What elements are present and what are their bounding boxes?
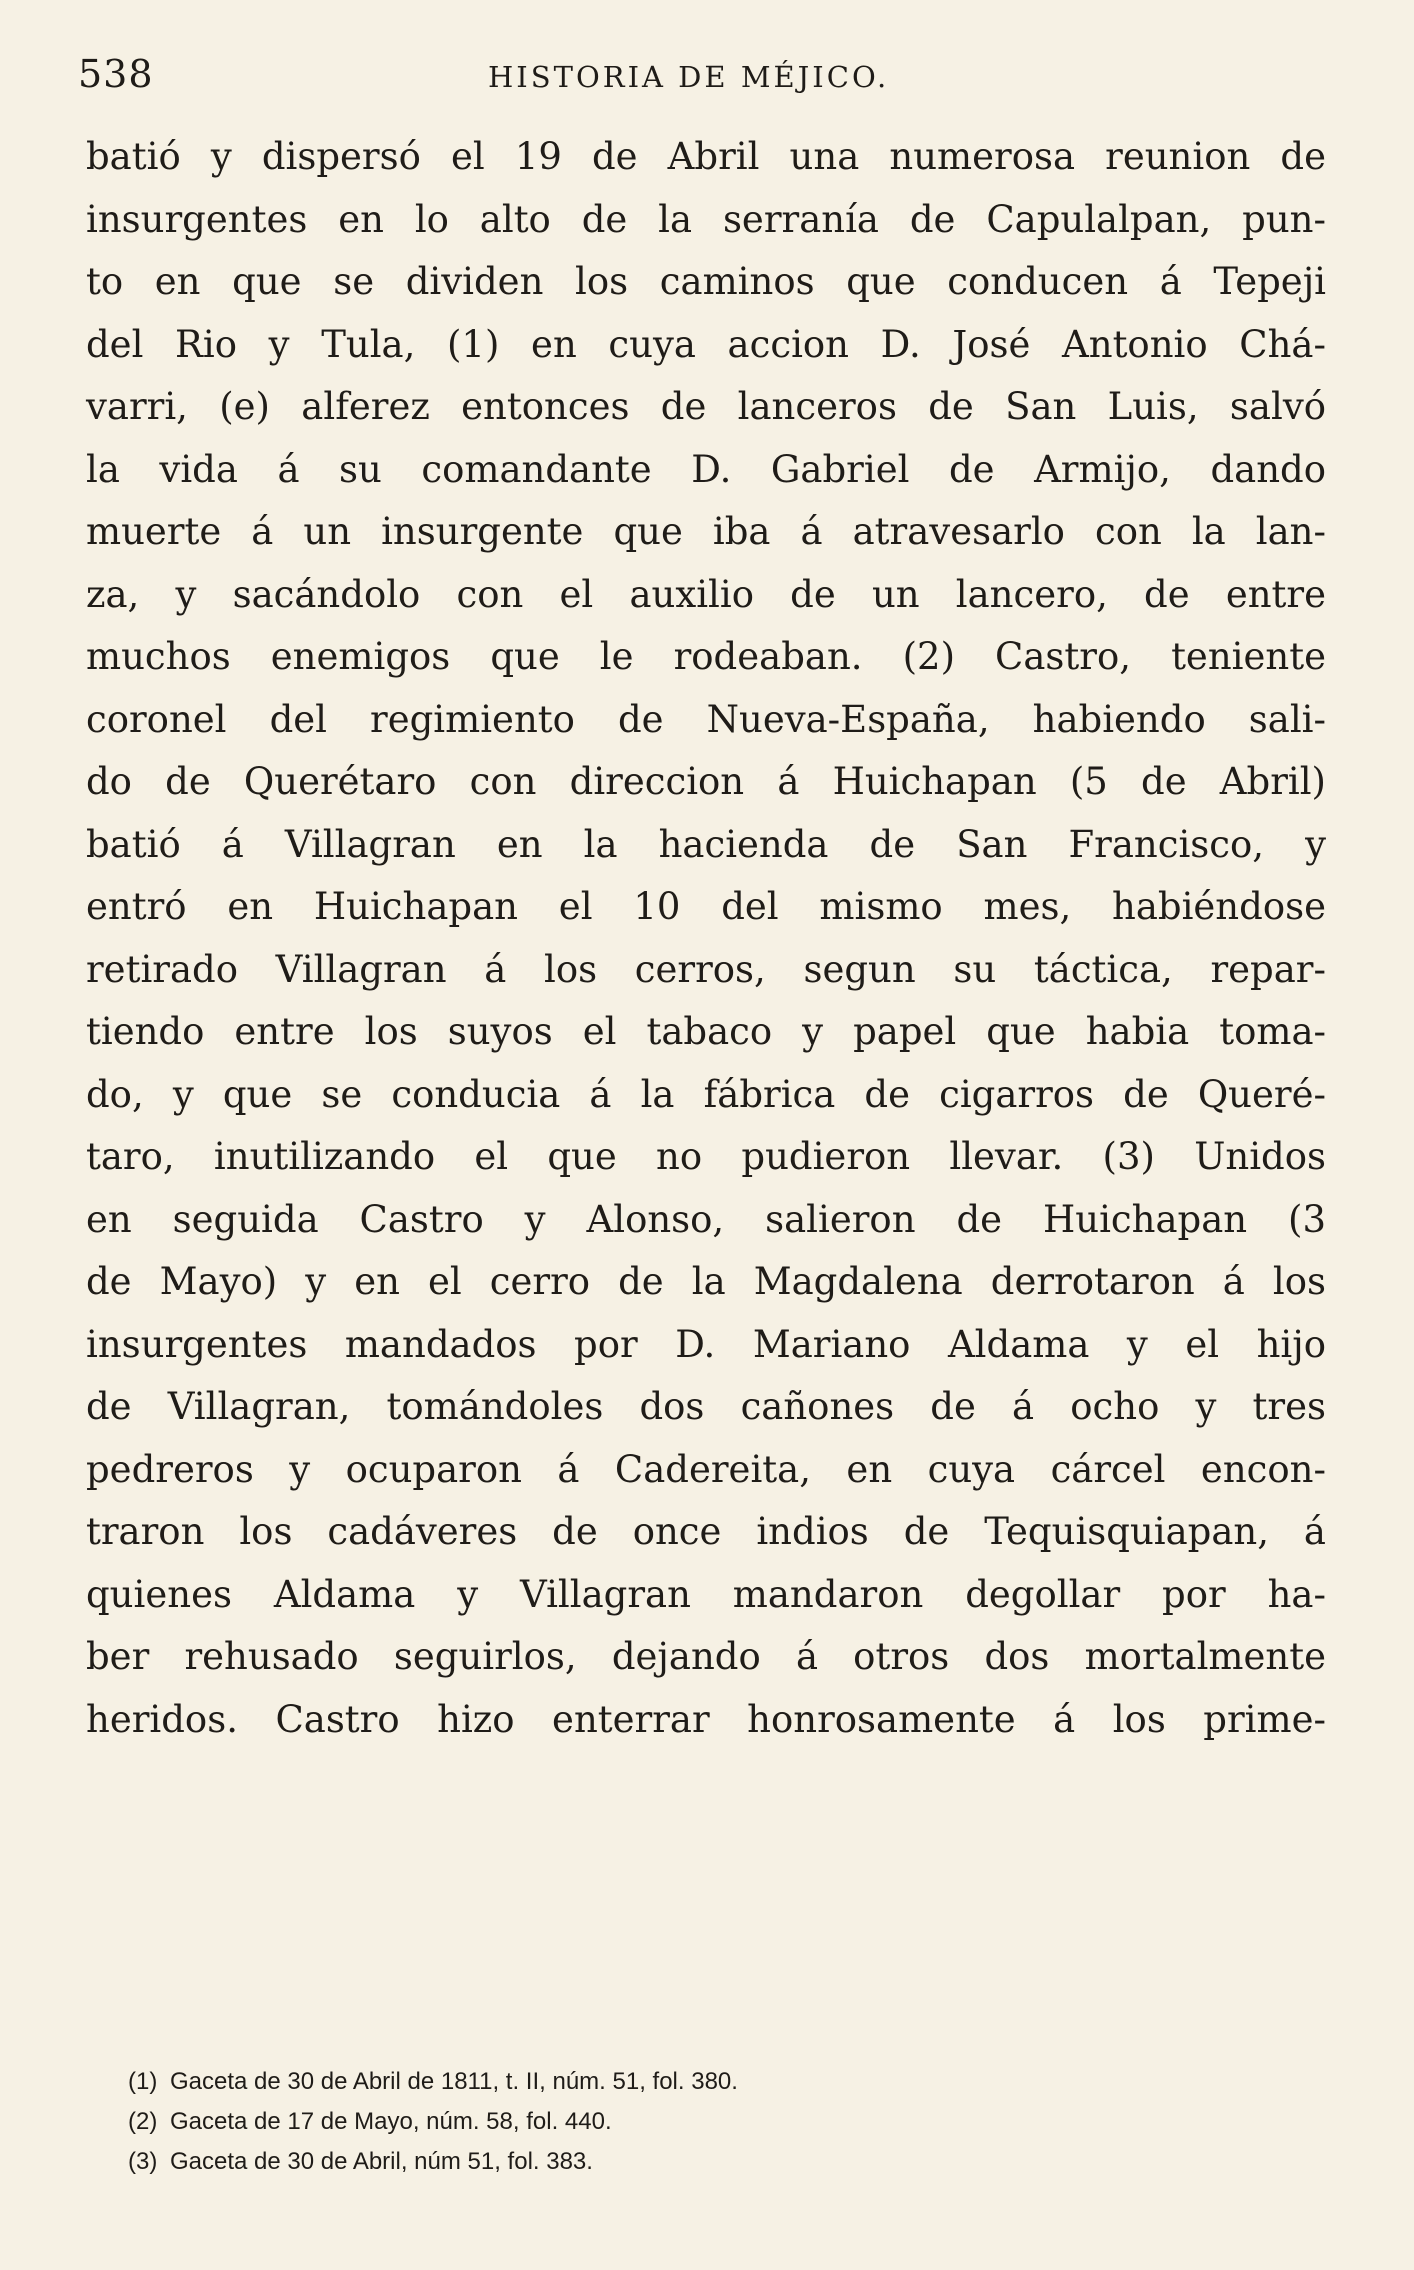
footnote-mark: (3): [128, 2148, 158, 2175]
text-line: muchos enemigos que le rodeaban. (2) Castro, teniente: [86, 635, 1326, 678]
text-line: de Mayo) y en el cerro de la Magdalena derrotaron á los: [86, 1260, 1326, 1303]
text-line: la vida á su comandante D. Gabriel de Armijo, dando: [86, 447, 1326, 491]
text-line: tiendo entre los suyos el tabaco y papel que habia toma-: [86, 1010, 1326, 1053]
text-line: quienes Aldama y Villagran mandaron degollar por ha-: [86, 1572, 1326, 1616]
body-text: [86, 126, 1326, 1751]
text-line: traron los cadáveres de once indios de Tequisquiapan, á: [86, 1510, 1326, 1553]
footnote-mark: (1): [128, 2068, 158, 2095]
running-title: HISTORIA DE MÉJICO.: [488, 60, 890, 94]
text-line: heridos. Castro hizo enterrar honrosamente á los prime-: [86, 1697, 1326, 1741]
text-line: coronel del regimiento de Nueva-España, habiendo sali-: [86, 697, 1326, 741]
page-number: 538: [78, 52, 154, 96]
text-line: batió á Villagran en la hacienda de San Francisco, y: [86, 822, 1326, 866]
footnote-mark: (2): [128, 2108, 158, 2135]
text-line: za, y sacándolo con el auxilio de un lancero, de entre: [86, 572, 1326, 616]
text-line: de Villagran, tomándoles dos cañones de á ocho y tres: [86, 1385, 1326, 1428]
text-line: del Rio y Tula, (1) en cuya accion D. José Antonio Chá-: [86, 322, 1326, 366]
footnote: [128, 2142, 1228, 2182]
text-line: varri, (e) alferez entonces de lanceros de San Luis, salvó: [86, 385, 1326, 428]
footnote-text: Gaceta de 30 de Abril, núm 51, fol. 383.: [170, 2148, 593, 2175]
text-line: batió y dispersó el 19 de Abril una numerosa reunion de: [86, 135, 1326, 178]
text-line: entró en Huichapan el 10 del mismo mes, habiéndose: [86, 885, 1326, 928]
page-header: [78, 52, 1338, 112]
text-line: retirado Villagran á los cerros, segun su táctica, repar-: [86, 947, 1326, 991]
text-line: do de Querétaro con direccion á Huichapan (5 de Abril): [86, 760, 1326, 803]
footnote-text: Gaceta de 17 de Mayo, núm. 58, fol. 440.: [170, 2108, 612, 2135]
footnote: [128, 2062, 1228, 2102]
text-line: insurgentes mandados por D. Mariano Aldama y el hijo: [86, 1322, 1326, 1366]
footnote-text: Gaceta de 30 de Abril de 1811, t. II, núm. 51, fol. 380.: [170, 2068, 738, 2095]
text-line: taro, inutilizando el que no pudieron llevar. (3) Unidos: [86, 1135, 1326, 1178]
footnotes: [128, 2062, 1228, 2182]
text-line: en seguida Castro y Alonso, salieron de Huichapan (3: [86, 1197, 1326, 1241]
text-line: to en que se dividen los caminos que conducen á Tepeji: [86, 260, 1326, 303]
text-line: do, y que se conducia á la fábrica de cigarros de Queré-: [86, 1072, 1326, 1116]
footnote: [128, 2102, 1228, 2142]
text-line: pedreros y ocuparon á Cadereita, en cuya cárcel encon-: [86, 1447, 1326, 1491]
text-line: ber rehusado seguirlos, dejando á otros dos mortalmente: [86, 1635, 1326, 1678]
text-line: insurgentes en lo alto de la serranía de Capulalpan, pun-: [86, 197, 1326, 241]
text-line: muerte á un insurgente que iba á atravesarlo con la lan-: [86, 510, 1326, 553]
